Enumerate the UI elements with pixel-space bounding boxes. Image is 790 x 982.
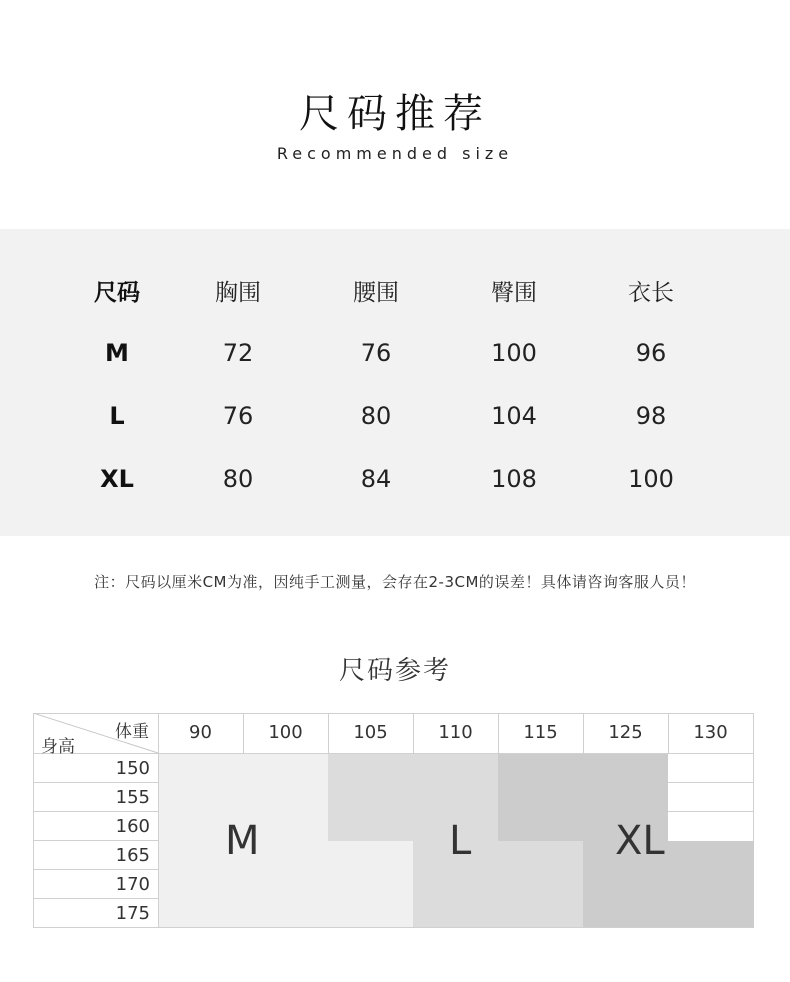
row-l-waist: 80 (360, 402, 392, 430)
page-title: 尺码推荐 (299, 91, 491, 137)
corner-height-label: 身高 (41, 737, 75, 757)
row-xl-chest: 80 (222, 465, 254, 493)
reference-title: 尺码参考 (338, 656, 451, 686)
row-m-length: 96 (635, 339, 667, 367)
height-170: 170 (115, 874, 150, 895)
page-subtitle: Recommended size (276, 144, 514, 163)
row-m-hip: 100 (491, 339, 537, 367)
size-label-m: M (225, 818, 260, 864)
weight-110: 110 (438, 722, 473, 743)
row-m-size: M (105, 339, 129, 367)
size-label-l: L (449, 818, 472, 864)
row-m-waist: 76 (360, 339, 392, 367)
row-xl-length: 100 (628, 465, 674, 493)
size-recommendation-panel (0, 229, 790, 536)
measurement-note: 注：尺码以厘米CM为准，因纯手工测量，会存在2-3CM的误差！具体请咨询客服人员！ (94, 573, 696, 591)
size-reference-chart (33, 713, 754, 928)
weight-100: 100 (268, 722, 303, 743)
height-160: 160 (115, 816, 150, 837)
row-l-hip: 104 (491, 402, 537, 430)
weight-115: 115 (523, 722, 558, 743)
height-155: 155 (115, 787, 150, 808)
header-size: 尺码 (94, 280, 140, 306)
height-165: 165 (115, 845, 150, 866)
header-chest: 胸围 (215, 280, 261, 306)
height-150: 150 (115, 758, 150, 779)
header-length: 衣长 (628, 280, 674, 306)
height-175: 175 (115, 903, 150, 924)
l-zone (328, 753, 498, 841)
header-hip: 臀围 (491, 280, 537, 306)
weight-105: 105 (353, 722, 388, 743)
xl-zone (583, 841, 754, 928)
row-m-chest: 72 (222, 339, 254, 367)
weight-125: 125 (608, 722, 643, 743)
row-xl-hip: 108 (491, 465, 537, 493)
row-l-size: L (109, 402, 125, 430)
size-label-xl: XL (615, 818, 665, 864)
corner-weight-label: 体重 (115, 722, 149, 742)
weight-90: 90 (189, 722, 212, 743)
row-l-length: 98 (635, 402, 667, 430)
l-zone (413, 841, 583, 928)
header-waist: 腰围 (353, 280, 399, 306)
weight-130: 130 (693, 722, 728, 743)
row-l-chest: 76 (222, 402, 254, 430)
m-zone (328, 841, 413, 928)
row-xl-waist: 84 (360, 465, 392, 493)
row-xl-size: XL (100, 465, 134, 493)
